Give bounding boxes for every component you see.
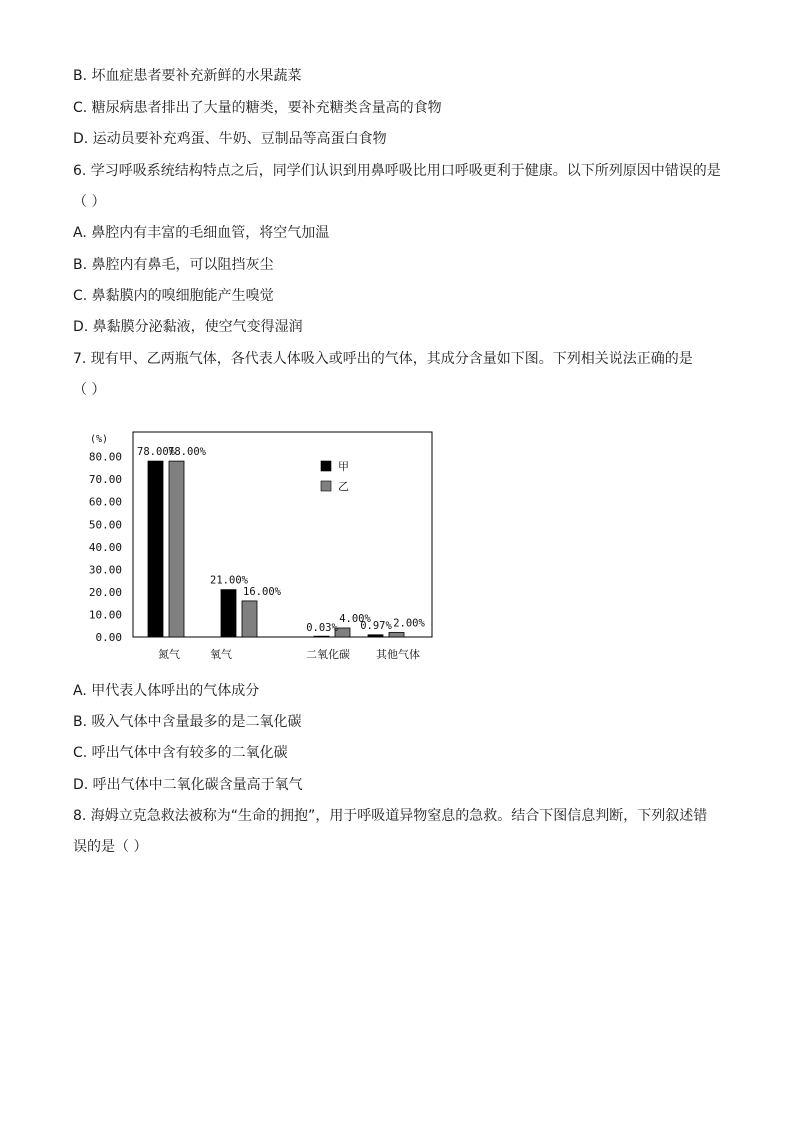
- y-tick-label: 30.00: [88, 563, 122, 577]
- option-7d: D. 呼出气体中二氧化碳含量高于氧气: [73, 777, 303, 793]
- x-category-label: 其他气体: [376, 648, 420, 661]
- y-tick-label: 50.00: [88, 518, 122, 532]
- option-5d: D. 运动员要补充鸡蛋、牛奶、豆制品等高蛋白食物: [73, 131, 387, 147]
- bar-yi: [169, 461, 184, 637]
- y-tick-label: 60.00: [88, 495, 122, 509]
- data-label: 16.00%: [243, 585, 281, 598]
- data-label: 4.00%: [339, 612, 371, 625]
- option-5c: C. 糖尿病患者排出了大量的糖类，要补充糖类含量高的食物: [73, 100, 442, 116]
- y-tick-label: 20.00: [88, 585, 122, 599]
- x-category-label: 二氧化碳: [306, 648, 350, 661]
- question-8-stem: 8. 海姆立克急救法被称为“生命的拥抱”，用于呼吸道异物窒息的急救。结合下图信息判断，下列叙述错: [73, 808, 708, 824]
- legend-swatch: [321, 481, 331, 491]
- option-6d: D. 鼻黏膜分泌黏液，使空气变得湿润: [73, 319, 303, 335]
- data-label: 2.00%: [393, 617, 425, 630]
- x-category-label: 氮气: [158, 648, 180, 661]
- option-7b: B. 吸入气体中含量最多的是二氧化碳: [73, 714, 302, 730]
- legend-swatch: [321, 461, 331, 471]
- data-label: 21.00%: [210, 574, 248, 587]
- y-tick-label: 40.00: [88, 540, 122, 554]
- option-5b: B. 坏血症患者要补充新鲜的水果蔬菜: [73, 68, 302, 84]
- y-tick-label: 10.00: [88, 608, 122, 622]
- y-tick-label: 70.00: [88, 473, 122, 487]
- option-6a: A. 鼻腔内有丰富的毛细血管，将空气加温: [73, 225, 330, 241]
- data-label: 78.00%: [137, 446, 175, 459]
- question-6-stem: 6. 学习呼吸系统结构特点之后，同学们认识到用鼻呼吸比用口呼吸更利于健康。以下所列原因中错误的是: [73, 163, 721, 179]
- option-7c: C. 呼出气体中含有较多的二氧化碳: [73, 745, 288, 761]
- legend-label: 甲: [338, 460, 349, 473]
- bar-jia: [368, 635, 383, 637]
- bar-jia: [148, 461, 163, 637]
- legend-label: 乙: [338, 480, 349, 493]
- option-7a: A. 甲代表人体呼出的气体成分: [73, 683, 260, 699]
- data-label: 0.03%: [306, 621, 338, 634]
- data-label: 78.00%: [168, 446, 206, 459]
- bar-yi: [389, 632, 404, 637]
- question-6-blank: （ ）: [73, 194, 106, 210]
- bar-jia: [221, 590, 236, 637]
- gas-composition-bar-chart: [78, 424, 438, 669]
- y-tick-label: 80.00: [88, 450, 122, 464]
- y-tick-label: 0.00: [95, 631, 122, 644]
- option-6c: C. 鼻黏膜内的嗅细胞能产生嗅觉: [73, 288, 274, 304]
- bar-yi: [242, 601, 257, 637]
- option-6b: B. 鼻腔内有鼻毛，可以阻挡灰尘: [73, 257, 274, 273]
- data-label: 0.97%: [360, 619, 392, 632]
- question-7-blank: （ ）: [73, 382, 106, 398]
- question-8-stem-cont: 误的是（ ）: [73, 839, 148, 855]
- bar-jia: [314, 636, 329, 637]
- question-7-stem: 7. 现有甲、乙两瓶气体，各代表人体吸入或呼出的气体，其成分含量如下图。下列相关说法正确的是: [73, 351, 693, 367]
- x-category-label: 氧气: [210, 648, 232, 661]
- y-axis-unit-label: (%): [90, 434, 109, 445]
